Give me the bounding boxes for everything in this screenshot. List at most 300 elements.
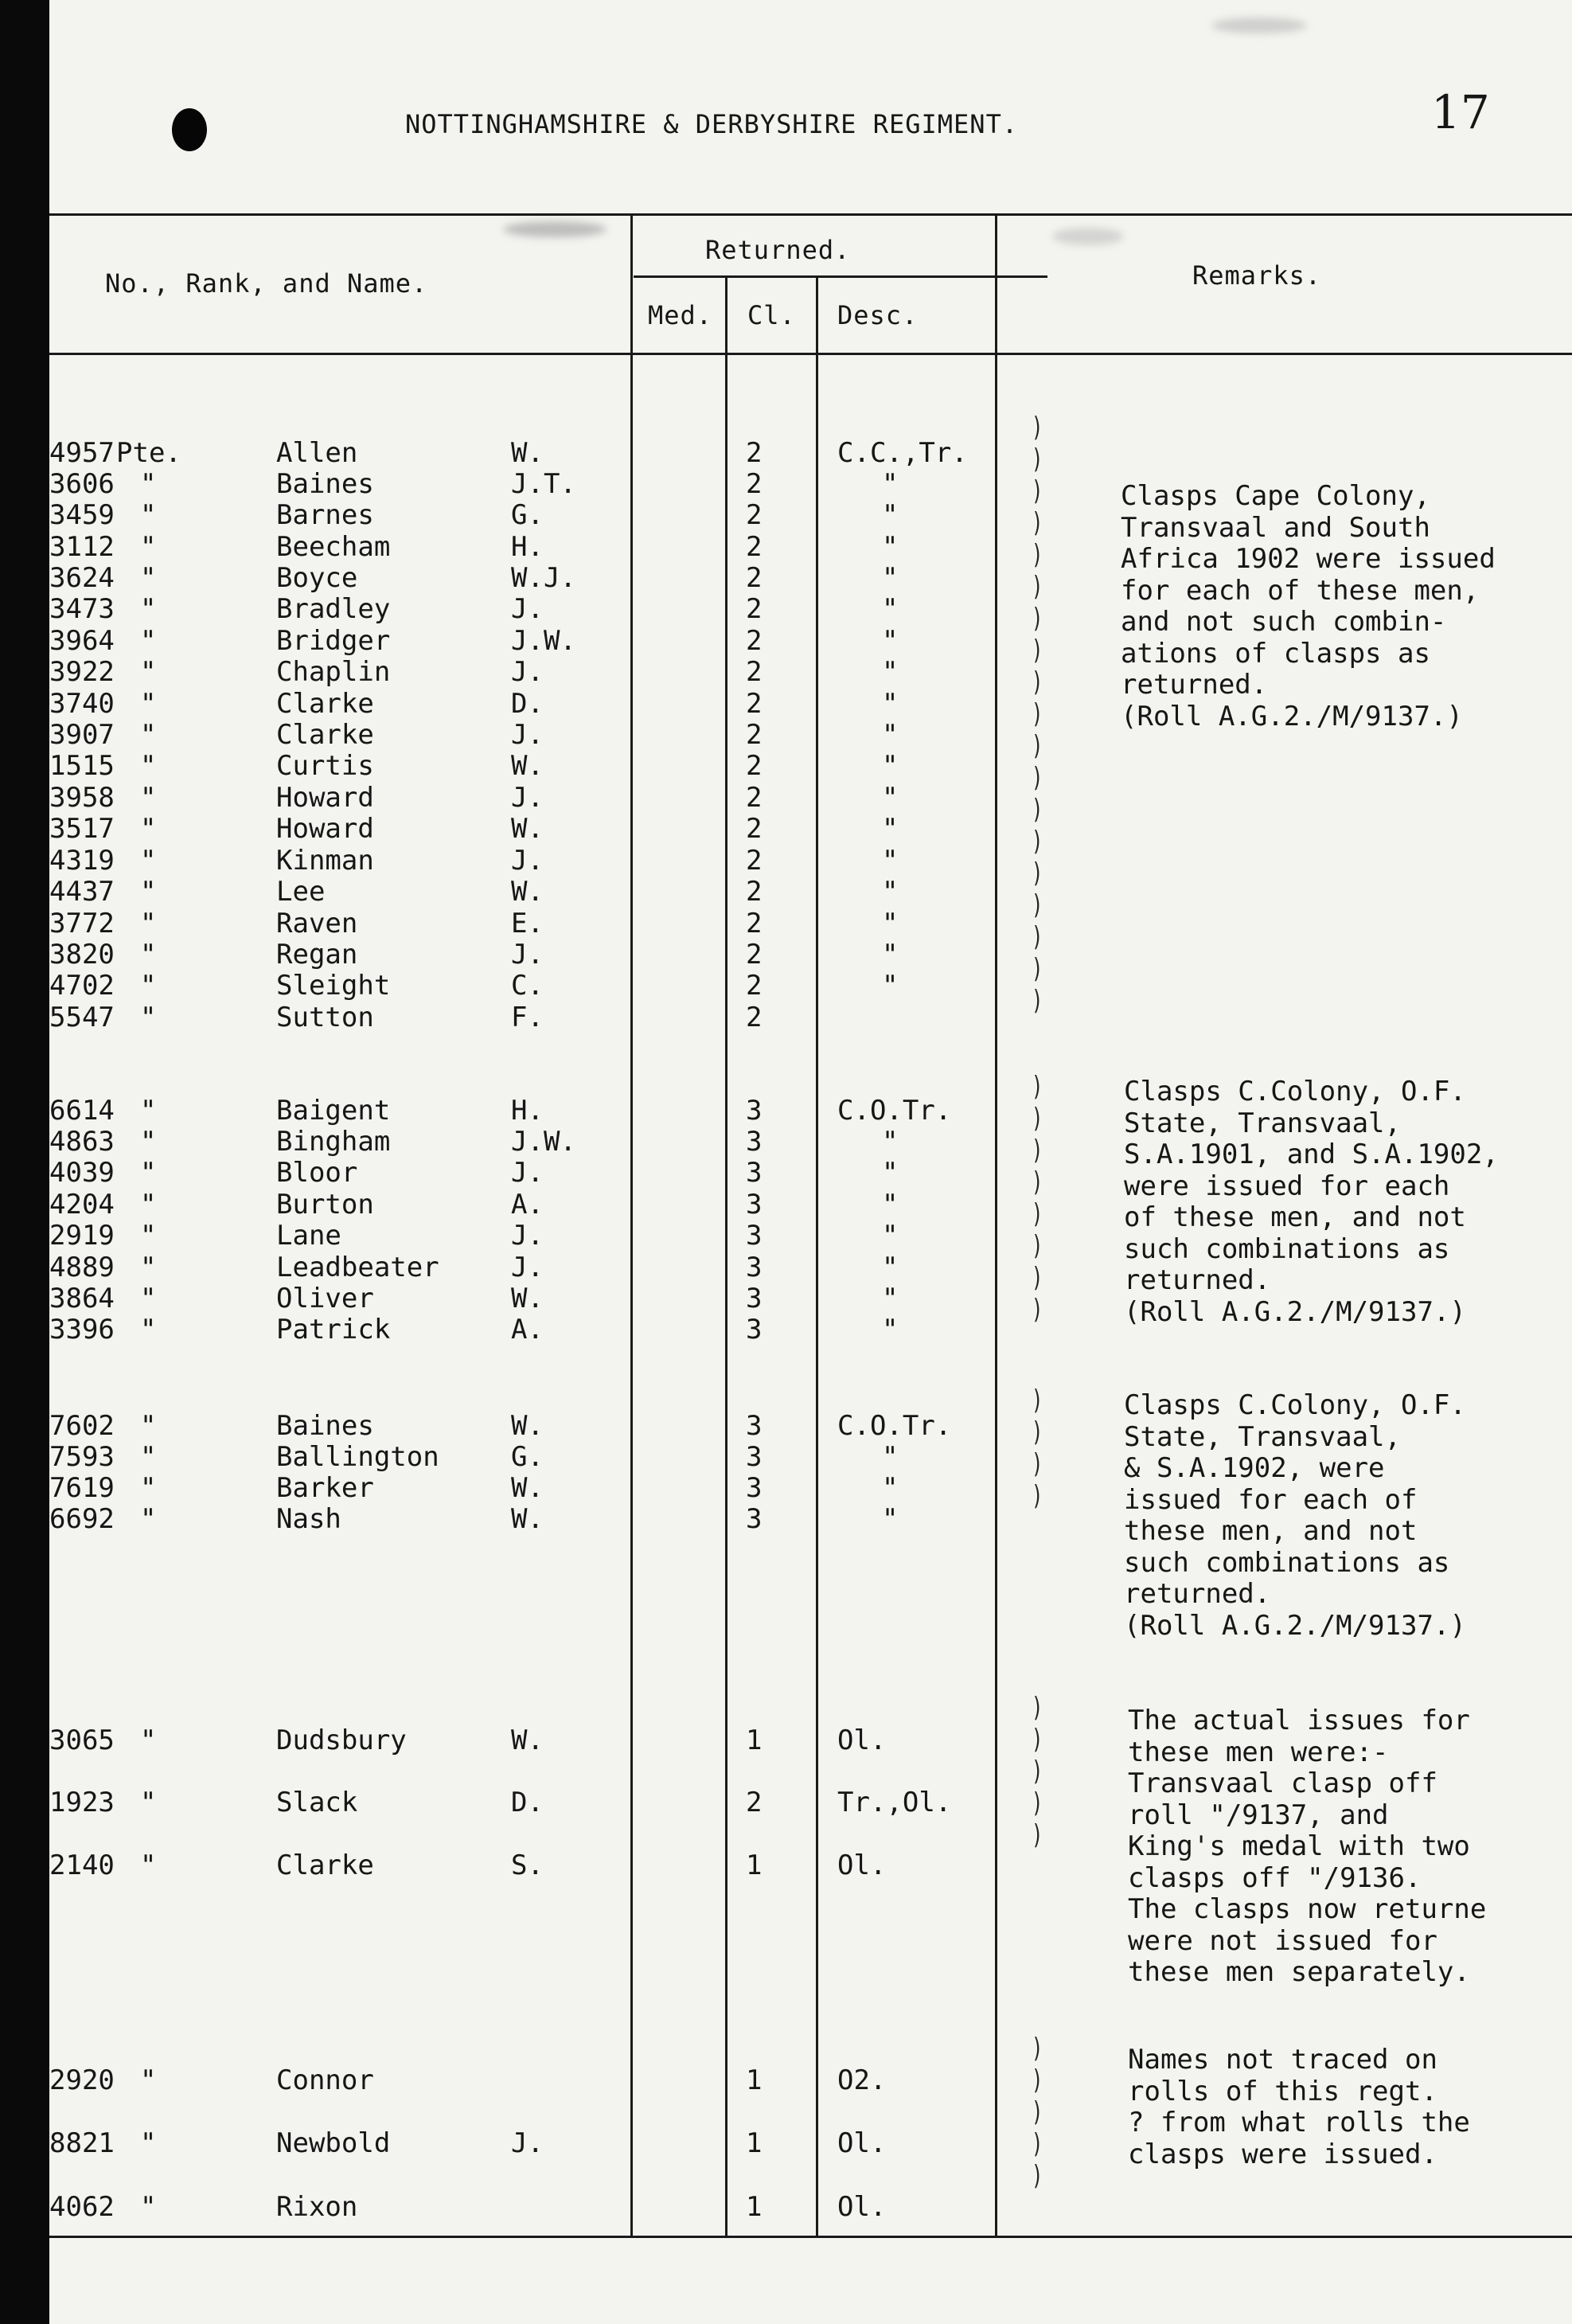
rank: " [140, 1472, 157, 1504]
brace-segment: ) [1032, 507, 1043, 539]
remark-line: these men, and not [1124, 1515, 1418, 1547]
brace-segment: ) [1032, 539, 1043, 571]
clasp-description: " [882, 1314, 899, 1346]
remark-line: these men separately. [1128, 1956, 1470, 1988]
clasp-description: " [882, 1441, 899, 1473]
service-number: 6692 [49, 1503, 115, 1535]
col-rule-desc [995, 213, 997, 2237]
group-brace [1032, 2035, 1055, 2205]
clasp-count: 3 [746, 1220, 763, 1252]
surname: Newbold [276, 2127, 391, 2159]
remark-line: such combinations as [1124, 1232, 1450, 1265]
service-number: 3396 [49, 1314, 115, 1346]
initials: J. [511, 593, 544, 625]
brace-segment: ) [1032, 1198, 1043, 1230]
clasp-count: 2 [746, 970, 763, 1002]
rank: " [140, 2064, 157, 2096]
col-rule-name [630, 213, 633, 2237]
group-brace [1032, 1387, 1055, 1516]
brace-segment: ) [1032, 603, 1043, 635]
remark-line: Clasps C.Colony, O.F. [1124, 1076, 1466, 1107]
service-number: 3624 [49, 562, 115, 594]
service-number: 7593 [49, 1441, 115, 1473]
service-number: 1923 [49, 1787, 115, 1818]
clasp-count: 1 [746, 2064, 763, 2096]
remark-line: Africa 1902 were issued [1121, 543, 1496, 575]
returned-rule [634, 275, 1047, 278]
initials: W. [511, 1724, 544, 1756]
brace-segment: ) [1032, 794, 1043, 826]
service-number: 2919 [49, 1220, 115, 1252]
brace-segment: ) [1032, 1385, 1043, 1416]
clasp-count: 2 [746, 876, 763, 908]
remark-line: (Roll A.G.2./M/9137.) [1121, 700, 1463, 732]
rank: " [140, 468, 157, 500]
header-top-rule [49, 213, 1572, 216]
service-number: 3907 [49, 719, 115, 751]
clasp-count: 2 [746, 908, 763, 939]
remark-line: & S.A.1902, were [1124, 1452, 1385, 1484]
surname: Barnes [276, 499, 374, 531]
surname: Beecham [276, 531, 391, 563]
clasp-count: 3 [746, 1252, 763, 1283]
surname: Howard [276, 782, 374, 814]
surname: Rixon [276, 2191, 358, 2223]
regiment-title: NOTTINGHAMSHIRE & DERBYSHIRE REGIMENT. [405, 109, 1019, 139]
rank: " [140, 1849, 157, 1881]
clasp-count: 1 [746, 2127, 763, 2159]
brace-segment: ) [1032, 412, 1043, 443]
remark-line: such combinations as [1124, 1546, 1450, 1579]
initials: J. [511, 656, 544, 688]
surname: Sutton [276, 1002, 374, 1033]
rank: " [140, 876, 157, 908]
clasp-description: " [882, 1252, 899, 1283]
initials: J.W. [511, 625, 576, 657]
initials: W. [511, 876, 544, 908]
brace-segment: ) [1032, 1787, 1043, 1819]
surname: Lane [276, 1220, 341, 1252]
clasp-count: 2 [746, 593, 763, 625]
remark-line: were not issued for [1128, 1924, 1437, 1957]
brace-segment: ) [1032, 1071, 1043, 1103]
brace-segment: ) [1032, 2064, 1043, 2096]
brace-segment: ) [1032, 953, 1043, 985]
clasp-count: 1 [746, 1849, 763, 1881]
initials: W.J. [511, 562, 576, 594]
surname: Boyce [276, 562, 358, 594]
initials: J. [511, 1220, 544, 1252]
initials: J. [511, 845, 544, 877]
clasp-description: " [882, 688, 899, 720]
remark-line: roll "/9137, and [1128, 1799, 1389, 1831]
rank: " [140, 1410, 157, 1442]
col-rule-med [725, 275, 727, 2237]
clasp-count: 3 [746, 1126, 763, 1158]
clasp-description: Ol. [837, 1724, 887, 1756]
surname: Barker [276, 1472, 374, 1504]
clasp-count: 2 [746, 625, 763, 657]
clasp-description: " [882, 1283, 899, 1314]
surname: Clarke [276, 719, 374, 751]
ink-smudge [1211, 18, 1307, 33]
service-number: 6614 [49, 1095, 115, 1127]
clasp-count: 3 [746, 1503, 763, 1535]
clasp-count: 2 [746, 562, 763, 594]
surname: Baines [276, 1410, 374, 1442]
roll-sheet [49, 0, 1572, 2324]
clasp-count: 2 [746, 719, 763, 751]
clasp-description: " [882, 468, 899, 500]
surname: Slack [276, 1787, 358, 1818]
surname: Bloor [276, 1157, 358, 1189]
clasp-description: " [882, 593, 899, 625]
rank: " [140, 1252, 157, 1283]
clasp-description: " [882, 876, 899, 908]
clasp-count: 3 [746, 1189, 763, 1221]
surname: Bradley [276, 593, 391, 625]
col-header-desc: Desc. [837, 300, 919, 330]
remark-line: ations of clasps as [1121, 637, 1430, 670]
surname: Nash [276, 1503, 341, 1535]
brace-segment: ) [1032, 2033, 1043, 2064]
service-number: 4319 [49, 845, 115, 877]
surname: Allen [276, 437, 358, 469]
initials: J. [511, 782, 544, 814]
clasp-description: " [882, 813, 899, 845]
clasp-description: C.C.,Tr. [837, 437, 968, 469]
rank: " [140, 845, 157, 877]
rank: " [140, 1314, 157, 1346]
col-header-med: Med. [648, 300, 713, 330]
remark-line: returned. [1121, 669, 1268, 701]
brace-segment: ) [1032, 475, 1043, 507]
clasp-count: 1 [746, 1724, 763, 1756]
rank: " [140, 719, 157, 751]
remark-line: (Roll A.G.2./M/9137.) [1124, 1609, 1466, 1642]
remark-line: returned. [1124, 1578, 1271, 1610]
header-bottom-rule [49, 353, 1572, 355]
remark-line: rolls of this regt. [1128, 2075, 1437, 2107]
clasp-description: Ol. [837, 2191, 887, 2223]
initials: W. [511, 1503, 544, 1535]
surname: Patrick [276, 1314, 391, 1346]
rank: " [140, 1724, 157, 1756]
clasp-count: 3 [746, 1157, 763, 1189]
clasp-description: " [882, 1220, 899, 1252]
service-number: 3473 [49, 593, 115, 625]
clasp-count: 3 [746, 1283, 763, 1314]
service-number: 3772 [49, 908, 115, 939]
clasp-count: 2 [746, 468, 763, 500]
service-number: 3922 [49, 656, 115, 688]
clasp-description: Ol. [837, 2127, 887, 2159]
clasp-description: " [882, 719, 899, 751]
initials: E. [511, 908, 544, 939]
service-number: 8821 [49, 2127, 115, 2159]
remark-line: of these men, and not [1124, 1201, 1466, 1233]
clasp-count: 2 [746, 750, 763, 782]
initials: W. [511, 1410, 544, 1442]
rank: " [140, 1126, 157, 1158]
surname: Connor [276, 2064, 374, 2096]
service-number: 4062 [49, 2191, 115, 2223]
initials: S. [511, 1849, 544, 1881]
surname: Leadbeater [276, 1252, 439, 1283]
service-number: 3459 [49, 499, 115, 531]
clasp-description: " [882, 782, 899, 814]
clasp-description: " [882, 970, 899, 1002]
initials: J. [511, 719, 544, 751]
clasp-count: 2 [746, 688, 763, 720]
brace-segment: ) [1032, 985, 1043, 1017]
remark-line: and not such combin- [1121, 606, 1447, 638]
initials: G. [511, 1441, 544, 1473]
rank: " [140, 813, 157, 845]
clasp-count: 2 [746, 782, 763, 814]
clasp-count: 2 [746, 939, 763, 971]
remark-line: clasps were issued. [1128, 2138, 1437, 2170]
brace-segment: ) [1032, 1448, 1043, 1480]
brace-segment: ) [1032, 826, 1043, 857]
initials: C. [511, 970, 544, 1002]
surname: Clarke [276, 688, 374, 720]
clasp-description: " [882, 845, 899, 877]
brace-segment: ) [1032, 730, 1043, 762]
initials: W. [511, 813, 544, 845]
rank: " [140, 1157, 157, 1189]
remark-line: ? from what rolls the [1128, 2107, 1470, 2138]
surname: Curtis [276, 750, 374, 782]
service-number: 3964 [49, 625, 115, 657]
initials: W. [511, 437, 544, 469]
brace-segment: ) [1032, 889, 1043, 921]
rank: " [140, 1095, 157, 1127]
clasp-count: 3 [746, 1410, 763, 1442]
surname: Bingham [276, 1126, 391, 1158]
rank: " [140, 1283, 157, 1314]
remark-line: The actual issues for [1128, 1705, 1470, 1736]
brace-segment: ) [1032, 698, 1043, 730]
rank: " [140, 531, 157, 563]
rank: " [140, 688, 157, 720]
clasp-description: " [882, 1503, 899, 1535]
brace-segment: ) [1032, 762, 1043, 794]
initials: J. [511, 1157, 544, 1189]
table-bottom-rule [49, 2236, 1572, 2238]
remark-line: these men were:- [1128, 1736, 1389, 1768]
brace-segment: ) [1032, 1416, 1043, 1448]
brace-segment: ) [1032, 1480, 1043, 1512]
surname: Sleight [276, 970, 391, 1002]
service-number: 3864 [49, 1283, 115, 1314]
rank: " [140, 1441, 157, 1473]
service-number: 3958 [49, 782, 115, 814]
rank: " [140, 625, 157, 657]
col-header-name: No., Rank, and Name. [105, 268, 428, 299]
initials: F. [511, 1002, 544, 1033]
clasp-description: " [882, 939, 899, 971]
remark-line: clasps off "/9136. [1128, 1861, 1422, 1894]
surname: Kinman [276, 845, 374, 877]
surname: Ballington [276, 1441, 439, 1473]
rank: " [140, 908, 157, 939]
initials: J.W. [511, 1126, 576, 1158]
surname: Clarke [276, 1849, 374, 1881]
rank: " [140, 562, 157, 594]
initials: D. [511, 688, 544, 720]
rank: " [140, 939, 157, 971]
remark-line: returned. [1124, 1264, 1271, 1296]
initials: W. [511, 1472, 544, 1504]
brace-segment: ) [1032, 1724, 1043, 1756]
service-number: 4702 [49, 970, 115, 1002]
surname: Burton [276, 1189, 374, 1221]
clasp-description: " [882, 908, 899, 939]
rank: " [140, 970, 157, 1002]
clasp-description: C.O.Tr. [837, 1095, 952, 1127]
service-number: 4957 [49, 437, 115, 469]
surname: Howard [276, 813, 374, 845]
clasp-count: 2 [746, 531, 763, 563]
surname: Dudsbury [276, 1724, 407, 1756]
service-number: 2140 [49, 1849, 115, 1881]
group-brace [1032, 1073, 1055, 1328]
remark-line: (Roll A.G.2./M/9137.) [1124, 1295, 1466, 1328]
service-number: 3820 [49, 939, 115, 971]
brace-segment: ) [1032, 1230, 1043, 1262]
clasp-count: 2 [746, 845, 763, 877]
remark-line: State, Transvaal, [1124, 1420, 1401, 1453]
clasp-description: " [882, 750, 899, 782]
ink-smudge [503, 221, 607, 237]
clasp-description: " [882, 531, 899, 563]
remark-line: King's medal with two [1128, 1830, 1470, 1862]
brace-segment: ) [1032, 1103, 1043, 1135]
rank: " [140, 1503, 157, 1535]
brace-segment: ) [1032, 666, 1043, 698]
clasp-description: " [882, 499, 899, 531]
ink-blot [172, 108, 207, 151]
remark-line: were issued for each [1124, 1170, 1450, 1202]
clasp-count: 3 [746, 1441, 763, 1473]
clasp-description: " [882, 1472, 899, 1504]
brace-segment: ) [1032, 2160, 1043, 2192]
service-number: 5547 [49, 1002, 115, 1033]
brace-segment: ) [1032, 1135, 1043, 1166]
brace-segment: ) [1032, 1262, 1043, 1294]
rank: " [140, 499, 157, 531]
remark-line: Names not traced on [1128, 2044, 1437, 2076]
service-number: 4889 [49, 1252, 115, 1283]
clasp-description: " [882, 1189, 899, 1221]
clasp-description: C.O.Tr. [837, 1410, 952, 1442]
brace-segment: ) [1032, 443, 1043, 475]
remark-line: The clasps now returne [1128, 1893, 1487, 1925]
service-number: 3740 [49, 688, 115, 720]
brace-segment: ) [1032, 1294, 1043, 1326]
brace-segment: ) [1032, 571, 1043, 603]
clasp-description: O2. [837, 2064, 887, 2096]
clasp-description: Ol. [837, 1849, 887, 1881]
remark-line: Clasps C.Colony, O.F. [1124, 1389, 1466, 1421]
col-rule-cl [816, 275, 818, 2237]
service-number: 3517 [49, 813, 115, 845]
brace-segment: ) [1032, 857, 1043, 889]
service-number: 7602 [49, 1410, 115, 1442]
service-number: 2920 [49, 2064, 115, 2096]
service-number: 7619 [49, 1472, 115, 1504]
brace-segment: ) [1032, 2096, 1043, 2128]
col-header-returned: Returned. [705, 235, 851, 265]
surname: Chaplin [276, 656, 391, 688]
brace-segment: ) [1032, 2128, 1043, 2160]
rank: " [140, 2127, 157, 2159]
remark-line: issued for each of [1124, 1483, 1418, 1516]
initials: H. [511, 531, 544, 563]
initials: W. [511, 750, 544, 782]
clasp-count: 1 [746, 2191, 763, 2223]
initials: W. [511, 1283, 544, 1314]
rank: " [140, 593, 157, 625]
rank: " [140, 1787, 157, 1818]
rank: " [140, 750, 157, 782]
surname: Raven [276, 908, 358, 939]
rank: " [140, 1189, 157, 1221]
rank: " [140, 1220, 157, 1252]
surname: Regan [276, 939, 358, 971]
service-number: 3112 [49, 531, 115, 563]
surname: Lee [276, 876, 326, 908]
clasp-count: 2 [746, 1787, 763, 1818]
remark-line: S.A.1901, and S.A.1902, [1124, 1139, 1499, 1170]
col-header-remarks: Remarks. [1192, 260, 1322, 291]
brace-segment: ) [1032, 635, 1043, 666]
clasp-description: " [882, 562, 899, 594]
service-number: 3065 [49, 1724, 115, 1756]
brace-segment: ) [1032, 1166, 1043, 1198]
brace-segment: ) [1032, 1692, 1043, 1724]
ink-smudge [1052, 228, 1124, 245]
clasp-count: 2 [746, 499, 763, 531]
col-header-cl: Cl. [747, 300, 796, 330]
remark-line: for each of these men, [1121, 574, 1480, 607]
rank: " [140, 1002, 157, 1033]
initials: A. [511, 1189, 544, 1221]
service-number: 4039 [49, 1157, 115, 1189]
group-brace [1032, 1694, 1055, 1863]
initials: J.T. [511, 468, 576, 500]
clasp-description: " [882, 656, 899, 688]
service-number: 3606 [49, 468, 115, 500]
initials: A. [511, 1314, 544, 1346]
clasp-count: 2 [746, 1002, 763, 1033]
clasp-description: " [882, 1157, 899, 1189]
initials: D. [511, 1787, 544, 1818]
brace-segment: ) [1032, 1819, 1043, 1851]
surname: Oliver [276, 1283, 374, 1314]
surname: Bridger [276, 625, 391, 657]
clasp-description: " [882, 1126, 899, 1158]
clasp-count: 2 [746, 813, 763, 845]
remark-line: State, Transvaal, [1124, 1107, 1401, 1139]
clasp-count: 3 [746, 1314, 763, 1346]
group-brace [1032, 412, 1055, 1017]
service-number: 4204 [49, 1189, 115, 1221]
clasp-count: 2 [746, 656, 763, 688]
initials: G. [511, 499, 544, 531]
initials: J. [511, 1252, 544, 1283]
